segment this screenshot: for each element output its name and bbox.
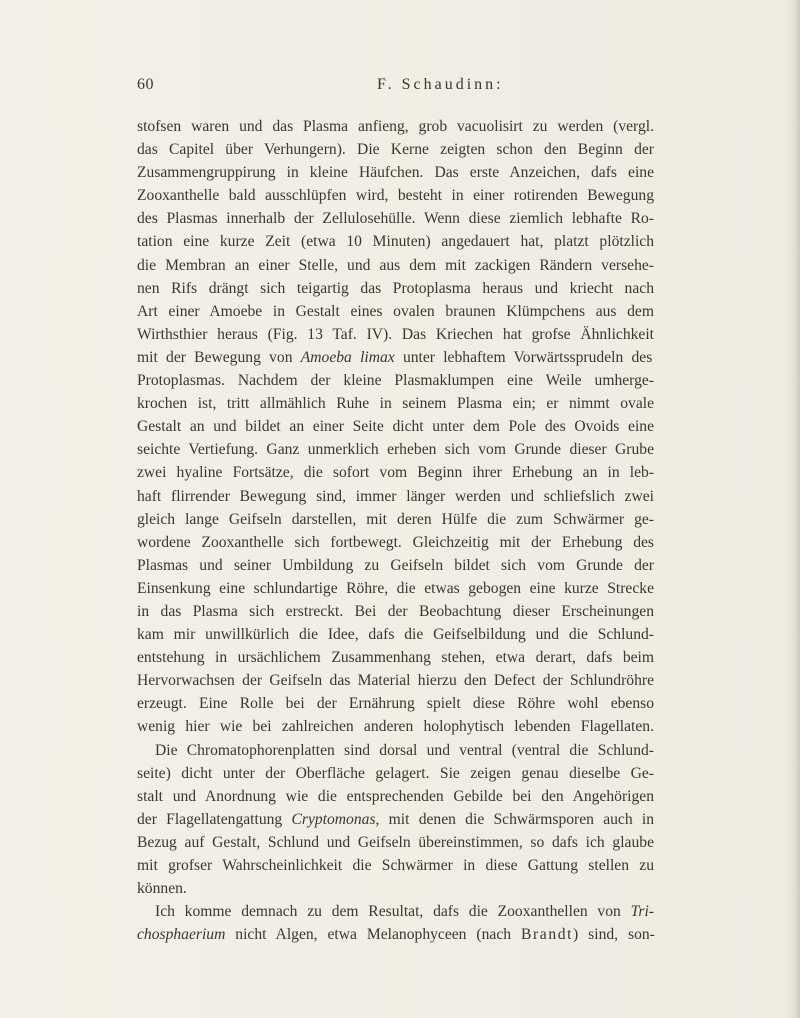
text-segment: Einsenkung eine schlundartige Röhre, die etwas gebogen eine kurze Strecke — [137, 579, 654, 597]
text-segment: erzeugt. Eine Rolle bei der Ernährung spielt diese Röhre wohl ebenso — [137, 695, 654, 713]
text-line — [137, 715, 654, 738]
text-line — [137, 808, 654, 831]
text-line — [137, 438, 654, 461]
text-line — [137, 762, 654, 785]
text-segment: in das Plasma sich erstreckt. Bei der Beobachtung dieser Erscheinungen — [137, 602, 654, 620]
text-segment: zwei hyaline Fortsätze, die sofort vom Beginn ihrer Erhebung an in leb- — [137, 464, 654, 482]
text-segment: Die Chromatophorenplatten sind dorsal und ventral (ventral die Schlund- — [155, 741, 654, 759]
text-line — [137, 692, 654, 715]
text-segment: des Plasmas innerhalb der Zellulosehülle. Wenn diese ziemlich lebhafte Ro- — [137, 210, 654, 228]
page-edge-shadow — [786, 0, 800, 1018]
text-line — [137, 785, 654, 808]
italic-text: Cryptomonas — [291, 810, 376, 828]
text-segment: mit der Bewegung von — [137, 348, 301, 366]
body-text — [137, 115, 654, 946]
text-segment: gleich lange Geifseln darstellen, mit deren Hülfe die zum Schwärmer ge- — [137, 510, 654, 528]
text-line — [137, 461, 654, 484]
text-segment: Protoplasmas. Nachdem der kleine Plasmaklumpen eine Weile umherge- — [137, 372, 654, 390]
text-segment: können. — [137, 880, 187, 898]
text-segment: Ich komme demnach zu dem Resultat, dafs die Zooxanthellen von — [155, 903, 631, 921]
text-segment: wordene Zooxanthelle sich fortbewegt. Gleichzeitig mit der Erhebung des — [137, 533, 654, 551]
text-segment: entstehung in ursächlichem Zusammenhang stehen, etwa derart, dafs beim — [137, 649, 654, 667]
italic-text: Tri- — [630, 903, 654, 921]
text-line — [137, 161, 654, 184]
text-line — [137, 831, 654, 854]
text-line — [137, 900, 654, 923]
text-segment: Hervorwachsen der Geifseln das Material hierzu den Defect der Schlundröhre — [137, 672, 654, 690]
spaced-name-text: Brandt — [521, 926, 574, 944]
text-line — [137, 554, 654, 577]
text-segment: mit grofser Wahrscheinlichkeit die Schwärmer in diese Gattung stellen zu — [137, 857, 654, 874]
text-segment: nicht Algen, etwa Melanophyceen (nach — [225, 926, 521, 944]
text-line — [137, 346, 654, 369]
text-segment: kam mir unwillkürlich die Idee, dafs die Geifselbildung und die Schlund- — [137, 626, 654, 644]
text-line — [137, 392, 654, 415]
text-segment: Zusammengruppirung in kleine Häufchen. Das erste Anzeichen, dafs eine — [137, 164, 654, 182]
text-segment: der Flagellatengattung — [137, 810, 292, 828]
text-segment: krochen ist, tritt allmählich Ruhe in seinem Plasma ein; er nimmt ovale — [137, 395, 654, 413]
italic-text: chosphaerium — [137, 926, 226, 944]
text-line — [137, 923, 654, 946]
text-segment: seite) dicht unter der Oberfläche gelagert. Sie zeigen genau dieselbe Ge- — [137, 764, 654, 782]
text-line — [137, 115, 654, 138]
text-line — [137, 600, 654, 623]
text-segment: unter lebhaftem Vorwärtssprudeln des — [394, 348, 653, 366]
text-line — [137, 138, 654, 161]
text-line — [137, 854, 654, 877]
text-line — [137, 485, 654, 508]
text-segment: stofsen waren und das Plasma anfieng, grob vacuolisirt zu werden (vergl. — [137, 118, 654, 135]
text-line — [137, 646, 654, 669]
text-segment: Bezug auf Gestalt, Schlund und Geifseln übereinstimmen, so dafs ich glaube — [137, 833, 654, 851]
text-segment: haft flirrender Bewegung sind, immer länger werden und schliefslich zwei — [137, 487, 654, 505]
text-line — [137, 277, 654, 300]
text-line — [137, 415, 654, 438]
text-segment: , mit denen die Schwärmsporen auch in — [375, 810, 655, 828]
text-line — [137, 300, 654, 323]
page-number: 60 — [137, 76, 154, 93]
text-line — [137, 207, 654, 230]
text-segment: die Membran an einer Stelle, und aus dem mit zackigen Rändern versehe- — [137, 256, 654, 274]
text-segment: wenig hier wie bei zahlreichen anderen holophytisch lebenden Flagellaten. — [137, 718, 654, 736]
running-head: F. Schaudinn: — [377, 76, 504, 93]
text-segment: das Capitel über Verhungern). Die Kerne zeigten schon den Beginn der — [137, 141, 654, 159]
text-line — [137, 531, 654, 554]
text-line — [137, 508, 654, 531]
text-segment: nen Rifs drängt sich teigartig das Protoplasma heraus und kriecht nach — [137, 279, 654, 297]
text-line — [137, 184, 654, 207]
text-segment: seichte Vertiefung. Ganz unmerklich erheben sich vom Grunde dieser Grube — [137, 441, 654, 459]
text-line — [137, 369, 654, 392]
text-line — [137, 323, 654, 346]
text-line — [137, 230, 654, 253]
text-segment: Art einer Amoebe in Gestalt eines ovalen braunen Klümpchens aus dem — [137, 302, 654, 320]
text-line — [137, 877, 654, 900]
text-line — [137, 254, 654, 277]
text-line — [137, 739, 654, 762]
text-segment: Plasmas und seiner Umbildung zu Geifseln bildet sich vom Grunde der — [137, 556, 654, 574]
text-segment: Gestalt an und bildet an einer Seite dicht unter dem Pole des Ovoids eine — [137, 418, 654, 436]
text-line — [137, 577, 654, 600]
text-segment: Zooxanthelle bald ausschlüpfen wird, besteht in einer rotirenden Bewegung — [137, 187, 654, 205]
text-segment: stalt und Anordnung wie die entsprechenden Gebilde bei den Angehörigen — [137, 787, 654, 805]
text-segment: ) sind, son- — [573, 926, 655, 944]
text-segment: tation eine kurze Zeit (etwa 10 Minuten) angedauert hat, platzt plötzlich — [137, 233, 654, 251]
page-header — [137, 76, 657, 96]
text-line — [137, 669, 654, 692]
text-segment: Wirthsthier heraus (Fig. 13 Taf. IV). Das Kriechen hat grofse Ähnlichkeit — [137, 325, 654, 343]
italic-text: Amoeba limax — [300, 348, 395, 366]
text-line — [137, 623, 654, 646]
